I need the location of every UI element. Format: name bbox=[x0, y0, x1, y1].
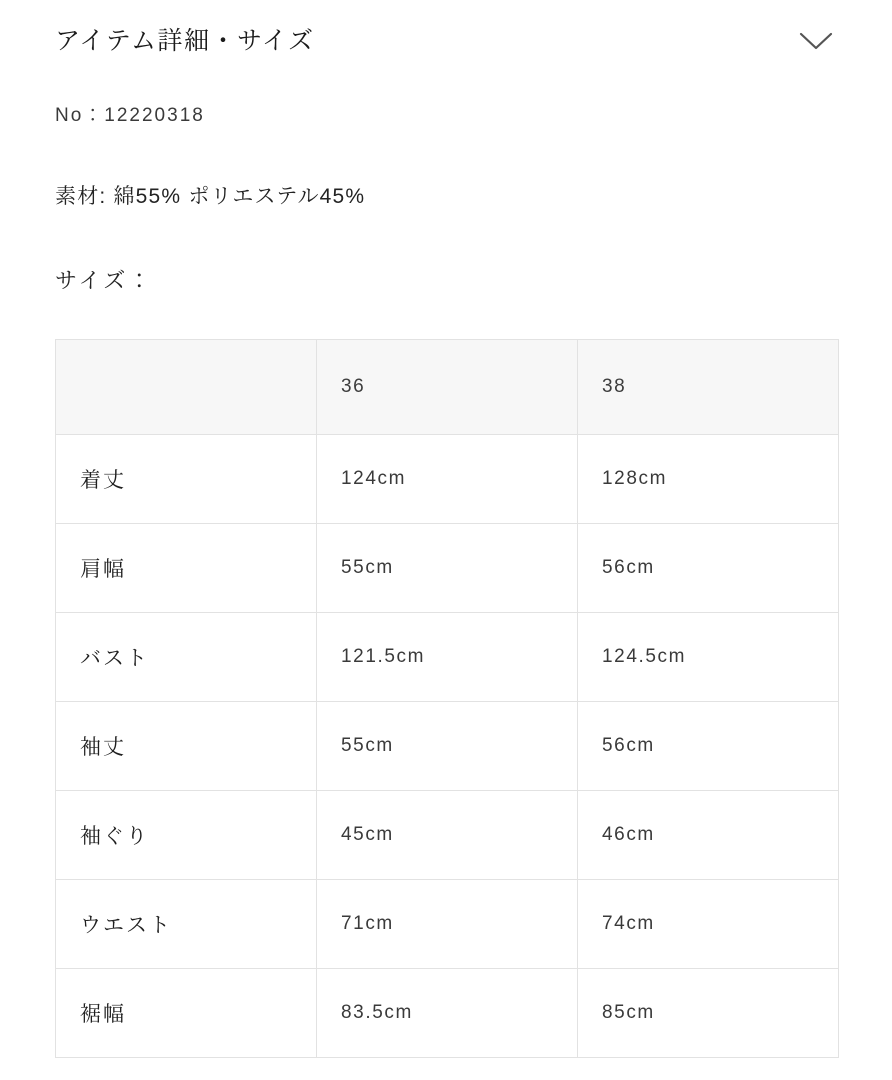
section-header[interactable] bbox=[0, 0, 892, 72]
item-number: No：12220318 bbox=[55, 105, 205, 126]
row-value-36: 55cm bbox=[317, 702, 578, 791]
row-label: 着丈 bbox=[56, 435, 317, 524]
table-header-cell-36: 36 bbox=[317, 340, 578, 435]
row-value-36: 124cm bbox=[317, 435, 578, 524]
size-table bbox=[55, 339, 839, 1058]
row-value-38: 85cm bbox=[578, 969, 839, 1058]
row-value-36: 45cm bbox=[317, 791, 578, 880]
table-row bbox=[56, 791, 839, 880]
table-row bbox=[56, 524, 839, 613]
chevron-down-icon[interactable] bbox=[795, 20, 837, 62]
row-label: 裾幅 bbox=[56, 969, 317, 1058]
row-value-38: 46cm bbox=[578, 791, 839, 880]
item-material: 素材: 綿55% ポリエステル45% bbox=[55, 184, 366, 208]
row-value-36: 55cm bbox=[317, 524, 578, 613]
table-row bbox=[56, 702, 839, 791]
row-value-36: 121.5cm bbox=[317, 613, 578, 702]
row-label: 袖ぐり bbox=[56, 791, 317, 880]
size-table-wrapper bbox=[0, 339, 892, 1058]
row-label: 袖丈 bbox=[56, 702, 317, 791]
row-value-38: 74cm bbox=[578, 880, 839, 969]
table-row bbox=[56, 969, 839, 1058]
row-value-36: 71cm bbox=[317, 880, 578, 969]
size-table-head bbox=[56, 340, 839, 435]
row-label: 肩幅 bbox=[56, 524, 317, 613]
row-value-38: 124.5cm bbox=[578, 613, 839, 702]
row-label: バスト bbox=[56, 613, 317, 702]
table-row bbox=[56, 435, 839, 524]
page-title: アイテム詳細・サイズ bbox=[55, 26, 315, 55]
size-table-body bbox=[56, 435, 839, 1058]
row-label: ウエスト bbox=[56, 880, 317, 969]
table-row bbox=[56, 613, 839, 702]
table-header-cell-blank bbox=[56, 340, 317, 435]
table-header-cell-38: 38 bbox=[578, 340, 839, 435]
row-value-38: 56cm bbox=[578, 524, 839, 613]
table-header-row bbox=[56, 340, 839, 435]
table-row bbox=[56, 880, 839, 969]
item-meta bbox=[0, 102, 892, 297]
row-value-38: 128cm bbox=[578, 435, 839, 524]
size-label: サイズ： bbox=[55, 268, 154, 293]
row-value-36: 83.5cm bbox=[317, 969, 578, 1058]
row-value-38: 56cm bbox=[578, 702, 839, 791]
